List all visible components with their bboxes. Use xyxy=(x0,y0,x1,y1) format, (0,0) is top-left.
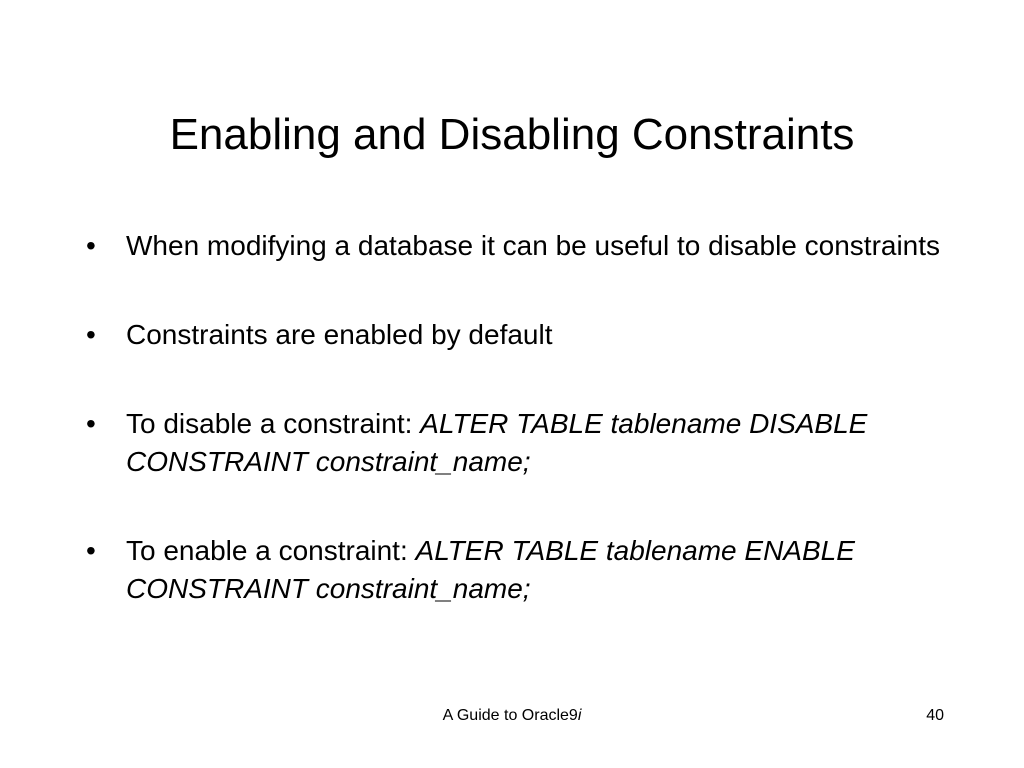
footer-title xyxy=(0,704,1024,728)
bullet-item xyxy=(86,227,946,265)
bullet-text: To enable a constraint: xyxy=(126,535,416,566)
bullet-marker: • xyxy=(86,230,96,261)
footer-title-main: A Guide to Oracle9 xyxy=(442,707,578,724)
page-number: 40 xyxy=(926,707,944,724)
bullet-text: When modifying a database it can be useful to disable constraints xyxy=(126,230,941,261)
bullet-text: Constraints are enabled by default xyxy=(126,319,553,350)
sql-command: ALTER TABLE tablename DISABLE CONSTRAINT constraint_name; xyxy=(126,408,868,477)
bullet-marker: • xyxy=(86,535,96,566)
bullet-text: To disable a constraint: xyxy=(126,408,421,439)
bullet-item xyxy=(86,316,946,354)
bullet-item xyxy=(86,532,946,608)
bullet-marker: • xyxy=(86,319,96,350)
bullet-list xyxy=(86,227,946,659)
slide-title: Enabling and Disabling Constraints xyxy=(169,110,855,159)
bullet-marker: • xyxy=(86,408,96,439)
sql-command: ALTER TABLE tablename ENABLE CONSTRAINT constraint_name; xyxy=(126,535,855,604)
footer-title-italic: i xyxy=(577,707,582,724)
bullet-item xyxy=(86,405,946,481)
